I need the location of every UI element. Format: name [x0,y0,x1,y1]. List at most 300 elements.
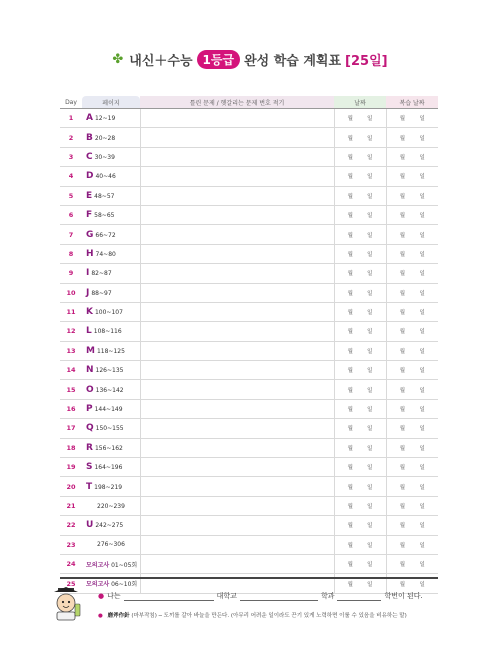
page-range-cell [82,554,140,573]
review-date-cell[interactable] [386,438,438,457]
grade-badge: 1등급 [197,50,241,69]
page-range-cell [82,264,140,283]
table-row [60,128,438,147]
header-day: Day [60,96,82,109]
month-label: 월 [399,193,406,200]
table-row [60,341,438,360]
clover-icon: ✤ [112,52,124,67]
month-label: 월 [399,290,406,297]
date-cell[interactable] [334,264,386,283]
table-row [60,399,438,418]
month-label: 월 [399,271,406,278]
date-cell[interactable] [334,167,386,186]
month-label: 월 [347,523,353,530]
wrong-answer-note-cell[interactable] [140,361,334,380]
page-range: 01~05회 [111,561,138,569]
section-letter: I [86,268,90,279]
day-label: 일 [367,523,373,530]
day-number: 19 [60,458,82,477]
review-date-cell[interactable] [386,244,438,263]
table-row [60,380,438,399]
review-date-cell[interactable] [386,186,438,205]
day-label: 일 [419,368,425,375]
page-range: 220~239 [97,502,125,510]
page-range-cell [82,283,140,302]
proverb-hanja: 磨斧作針 [107,613,130,619]
month-label: 월 [399,562,406,569]
table-row [60,109,438,128]
review-date-cell[interactable] [386,341,438,360]
day-label: 일 [367,504,373,510]
section-letter: J [86,287,90,298]
date-cell[interactable] [334,128,386,147]
department-blank[interactable] [240,592,318,601]
month-label: 월 [399,348,406,355]
date-cell[interactable] [334,477,386,496]
day-label: 일 [367,290,373,297]
day-label: 일 [419,407,425,414]
day-label: 일 [367,407,373,414]
day-number: 2 [60,128,82,147]
title-prefix: 내신＋수능 [129,54,193,69]
section-letter: F [86,210,93,221]
day-label: 일 [419,213,425,220]
proverb-line [98,611,407,619]
wrong-answer-note-cell[interactable] [140,244,334,263]
day-number: 23 [60,535,82,554]
month-label: 월 [347,213,353,220]
day-label: 일 [367,348,373,355]
table-row [60,186,438,205]
review-date-cell[interactable] [386,477,438,496]
day-label: 일 [367,329,373,336]
section-letter: C [86,151,93,162]
page-range: 118~125 [96,347,125,355]
month-label: 월 [347,484,353,491]
day-number: 6 [60,205,82,224]
wrong-answer-note-cell[interactable] [140,225,334,244]
table-row [60,458,438,477]
table-row [60,283,438,302]
review-date-cell[interactable] [386,399,438,418]
date-cell[interactable] [334,283,386,302]
month-label: 월 [347,504,353,510]
proverb-text: (마부작침) ─ 도끼를 갈아 바늘을 만든다. (아무리 어려운 일이라도 끈기 있게 노력하면 이룰 수 있음을 비유하는 말) [131,613,407,619]
page-range-cell [82,244,140,263]
table-row [60,264,438,283]
day-number: 15 [60,380,82,399]
day-label: 일 [367,484,373,491]
date-cell[interactable] [334,516,386,535]
wrong-answer-note-cell[interactable] [140,554,334,573]
section-letter: A [86,113,93,124]
day-number: 3 [60,147,82,166]
day-number: 21 [60,496,82,515]
day-number: 11 [60,302,82,321]
page-range-cell [82,147,140,166]
table-row [60,147,438,166]
wrong-answer-note-cell[interactable] [140,458,334,477]
wrong-answer-note-cell[interactable] [140,128,334,147]
wrong-answer-note-cell[interactable] [140,341,334,360]
pledge-university: 대학교 [216,592,237,600]
date-cell[interactable] [334,186,386,205]
month-label: 월 [399,310,406,317]
table-row [60,244,438,263]
review-date-cell[interactable] [386,225,438,244]
wrong-answer-note-cell[interactable] [140,264,334,283]
month-label: 월 [347,329,353,336]
page-range: 20~28 [94,134,116,142]
page-range: 276~306 [97,541,125,549]
header-note: 틀린 문제 / 헷갈리는 문제 번호 적기 [140,96,334,109]
page-range: 136~142 [95,386,124,394]
page-range: 48~57 [94,192,115,200]
day-label: 일 [419,465,425,472]
date-cell[interactable] [334,496,386,515]
day-label: 일 [367,213,373,220]
day-label: 일 [367,581,373,588]
month-label: 월 [399,465,406,472]
date-cell[interactable] [334,438,386,457]
wrong-answer-note-cell[interactable] [140,477,334,496]
review-date-cell[interactable] [386,167,438,186]
page-range-cell [82,302,140,321]
wrong-answer-note-cell[interactable] [140,167,334,186]
table-row [60,496,438,515]
pledge-prefix: 나는 [107,592,121,600]
review-date-cell[interactable] [386,516,438,535]
date-cell[interactable] [334,458,386,477]
month-label: 월 [399,504,406,510]
date-cell[interactable] [334,244,386,263]
month-label: 월 [347,290,353,297]
section-letter: G [86,229,94,240]
table-row [60,554,438,573]
page-range: 66~72 [95,231,116,239]
page-title [0,50,500,69]
month-label: 월 [347,407,353,414]
month-label: 월 [399,174,406,181]
review-date-cell[interactable] [386,128,438,147]
page-range-cell [82,109,140,128]
review-date-cell[interactable] [386,205,438,224]
review-date-cell[interactable] [386,283,438,302]
page-range: 198~219 [94,483,123,491]
day-number: 25 [60,574,82,593]
page-range: 100~107 [94,309,123,317]
day-label: 일 [419,542,425,549]
day-label: 일 [419,193,425,200]
day-label: 일 [419,271,425,278]
wrong-answer-note-cell[interactable] [140,496,334,515]
page-range: 12~19 [94,115,116,123]
day-label: 일 [367,116,373,123]
day-label: 일 [419,348,425,355]
day-label: 일 [419,581,425,588]
page-range: 58~65 [94,212,115,220]
day-number: 8 [60,244,82,263]
review-date-cell[interactable] [386,147,438,166]
month-label: 월 [399,154,406,161]
mascot-icon [48,586,84,622]
table-row [60,205,438,224]
month-label: 월 [399,387,406,394]
month-label: 월 [347,368,353,375]
page-range: 150~155 [95,425,124,433]
month-label: 월 [347,193,353,200]
pledge-line [98,591,423,601]
wrong-answer-note-cell[interactable] [140,147,334,166]
day-label: 일 [367,426,373,433]
day-label: 일 [419,251,425,258]
day-label: 일 [367,542,373,549]
page-range: 88~97 [91,289,112,297]
review-date-cell[interactable] [386,380,438,399]
month-label: 월 [347,581,353,588]
day-label: 일 [367,465,373,472]
month-label: 월 [399,542,406,549]
page-range: 156~162 [94,444,123,452]
wrong-answer-note-cell[interactable] [140,516,334,535]
date-cell[interactable] [334,205,386,224]
page-range: 144~149 [94,406,123,414]
wrong-answer-note-cell[interactable] [140,322,334,341]
month-label: 월 [399,581,406,588]
wrong-answer-note-cell[interactable] [140,186,334,205]
date-cell[interactable] [334,341,386,360]
day-label: 일 [367,193,373,200]
day-label: 일 [367,174,373,181]
page-range-cell [82,399,140,418]
page-range-cell [82,535,140,554]
day-label: 일 [419,135,425,142]
day-label: 일 [367,135,373,142]
month-label: 월 [399,232,406,239]
title-main: 완성 학습 계획표 [244,54,342,69]
table-row [60,167,438,186]
table-row [60,438,438,457]
date-cell[interactable] [334,361,386,380]
review-date-cell[interactable] [386,109,438,128]
month-label: 월 [347,135,353,142]
day-label: 일 [419,426,425,433]
table-row [60,322,438,341]
review-date-cell[interactable] [386,458,438,477]
page-range: 74~80 [95,250,116,258]
review-date-cell[interactable] [386,361,438,380]
day-number: 12 [60,322,82,341]
page-range-cell [82,419,140,438]
review-date-cell[interactable] [386,264,438,283]
month-label: 월 [399,426,406,433]
day-number: 10 [60,283,82,302]
date-cell[interactable] [334,419,386,438]
day-number: 14 [60,361,82,380]
page-range: 164~196 [94,464,123,472]
day-label: 일 [367,154,373,161]
review-date-cell[interactable] [386,496,438,515]
day-label: 일 [367,232,373,239]
section-letter: L [86,326,92,337]
section-letter: S [86,462,93,473]
day-label: 일 [367,562,373,569]
bullet-icon: ● [98,592,105,600]
day-label: 일 [367,310,373,317]
month-label: 월 [399,407,406,414]
wrong-answer-note-cell[interactable] [140,302,334,321]
day-number: 9 [60,264,82,283]
day-number: 16 [60,399,82,418]
title-days: [25일] [345,54,388,69]
wrong-answer-note-cell[interactable] [140,380,334,399]
study-plan-table [60,96,438,594]
page-range-cell [82,205,140,224]
table-row [60,302,438,321]
page-range: 82~87 [91,270,112,278]
day-number: 20 [60,477,82,496]
page-range-cell [82,322,140,341]
page-range: 40~46 [95,173,116,181]
day-number: 22 [60,516,82,535]
month-label: 월 [399,523,406,530]
day-label: 일 [367,271,373,278]
month-label: 월 [399,213,406,220]
date-cell[interactable] [334,147,386,166]
review-date-cell[interactable] [386,302,438,321]
day-label: 일 [419,290,425,297]
day-label: 일 [419,387,425,394]
month-label: 월 [399,445,406,452]
page-range-cell [82,496,140,515]
page-range-cell [82,225,140,244]
header-page: 페이지 [82,96,140,109]
bullet-icon: ● [98,613,103,619]
day-label: 일 [419,116,425,123]
page-range-cell [82,341,140,360]
month-label: 월 [347,271,353,278]
wrong-answer-note-cell[interactable] [140,399,334,418]
date-cell[interactable] [334,380,386,399]
day-number: 7 [60,225,82,244]
page-range-cell [82,167,140,186]
month-label: 월 [347,562,353,569]
day-label: 일 [367,251,373,258]
day-label: 일 [419,523,425,530]
date-cell[interactable] [334,399,386,418]
wrong-answer-note-cell[interactable] [140,535,334,554]
section-letter: D [86,171,94,182]
section-letter: M [86,345,95,356]
page-range: 242~275 [95,522,124,530]
day-label: 일 [419,445,425,452]
page-range-cell [82,516,140,535]
month-label: 월 [399,484,406,491]
date-cell[interactable] [334,225,386,244]
page-range-cell [82,477,140,496]
date-cell[interactable] [334,554,386,573]
wrong-answer-note-cell[interactable] [140,205,334,224]
table-row [60,535,438,554]
date-cell[interactable] [334,322,386,341]
page-range-cell [82,380,140,399]
section-letter: N [86,365,94,376]
section-letter: Q [86,423,94,434]
month-label: 월 [399,251,406,258]
page-range: 126~135 [95,367,124,375]
pledge-class-year: 학번이 된다. [384,592,423,600]
table-row [60,516,438,535]
wrong-answer-note-cell[interactable] [140,438,334,457]
page-range-cell [82,458,140,477]
month-label: 월 [399,135,406,142]
date-cell[interactable] [334,535,386,554]
mock-exam-label: 모의고사 [86,581,110,589]
day-number: 18 [60,438,82,457]
review-date-cell[interactable] [386,554,438,573]
date-cell[interactable] [334,302,386,321]
month-label: 월 [347,426,353,433]
page-range-cell [82,361,140,380]
day-number: 4 [60,167,82,186]
table-bottom-rule [60,577,438,579]
day-label: 일 [419,154,425,161]
wrong-answer-note-cell[interactable] [140,109,334,128]
day-label: 일 [367,368,373,375]
review-date-cell[interactable] [386,535,438,554]
day-label: 일 [419,174,425,181]
month-label: 월 [347,310,353,317]
review-date-cell[interactable] [386,322,438,341]
section-letter: R [86,442,93,453]
day-label: 일 [419,504,425,510]
day-number: 1 [60,109,82,128]
day-number: 5 [60,186,82,205]
pledge-department: 학과 [320,592,335,600]
table-row [60,477,438,496]
table-row [60,361,438,380]
section-letter: U [86,520,94,531]
wrong-answer-note-cell[interactable] [140,419,334,438]
month-label: 월 [347,154,353,161]
day-label: 일 [419,232,425,239]
day-label: 일 [419,484,425,491]
university-blank[interactable] [124,592,214,601]
section-letter: P [86,404,93,415]
month-label: 월 [347,542,353,549]
day-label: 일 [419,310,425,317]
class-year-blank[interactable] [337,592,381,601]
mock-exam-label: 모의고사 [86,561,110,569]
month-label: 월 [347,445,353,452]
page-range: 30~39 [94,153,115,161]
section-letter: O [86,384,94,395]
date-cell[interactable] [334,109,386,128]
month-label: 월 [347,348,353,355]
page-range-cell [82,128,140,147]
page-range: 06~10회 [111,581,138,589]
table-row [60,225,438,244]
month-label: 월 [347,387,353,394]
day-label: 일 [367,445,373,452]
header-date: 날짜 [334,96,386,109]
wrong-answer-note-cell[interactable] [140,283,334,302]
month-label: 월 [347,465,353,472]
day-label: 일 [419,329,425,336]
header-review-date: 복습 날짜 [386,96,438,109]
review-date-cell[interactable] [386,419,438,438]
section-letter: K [86,307,93,318]
